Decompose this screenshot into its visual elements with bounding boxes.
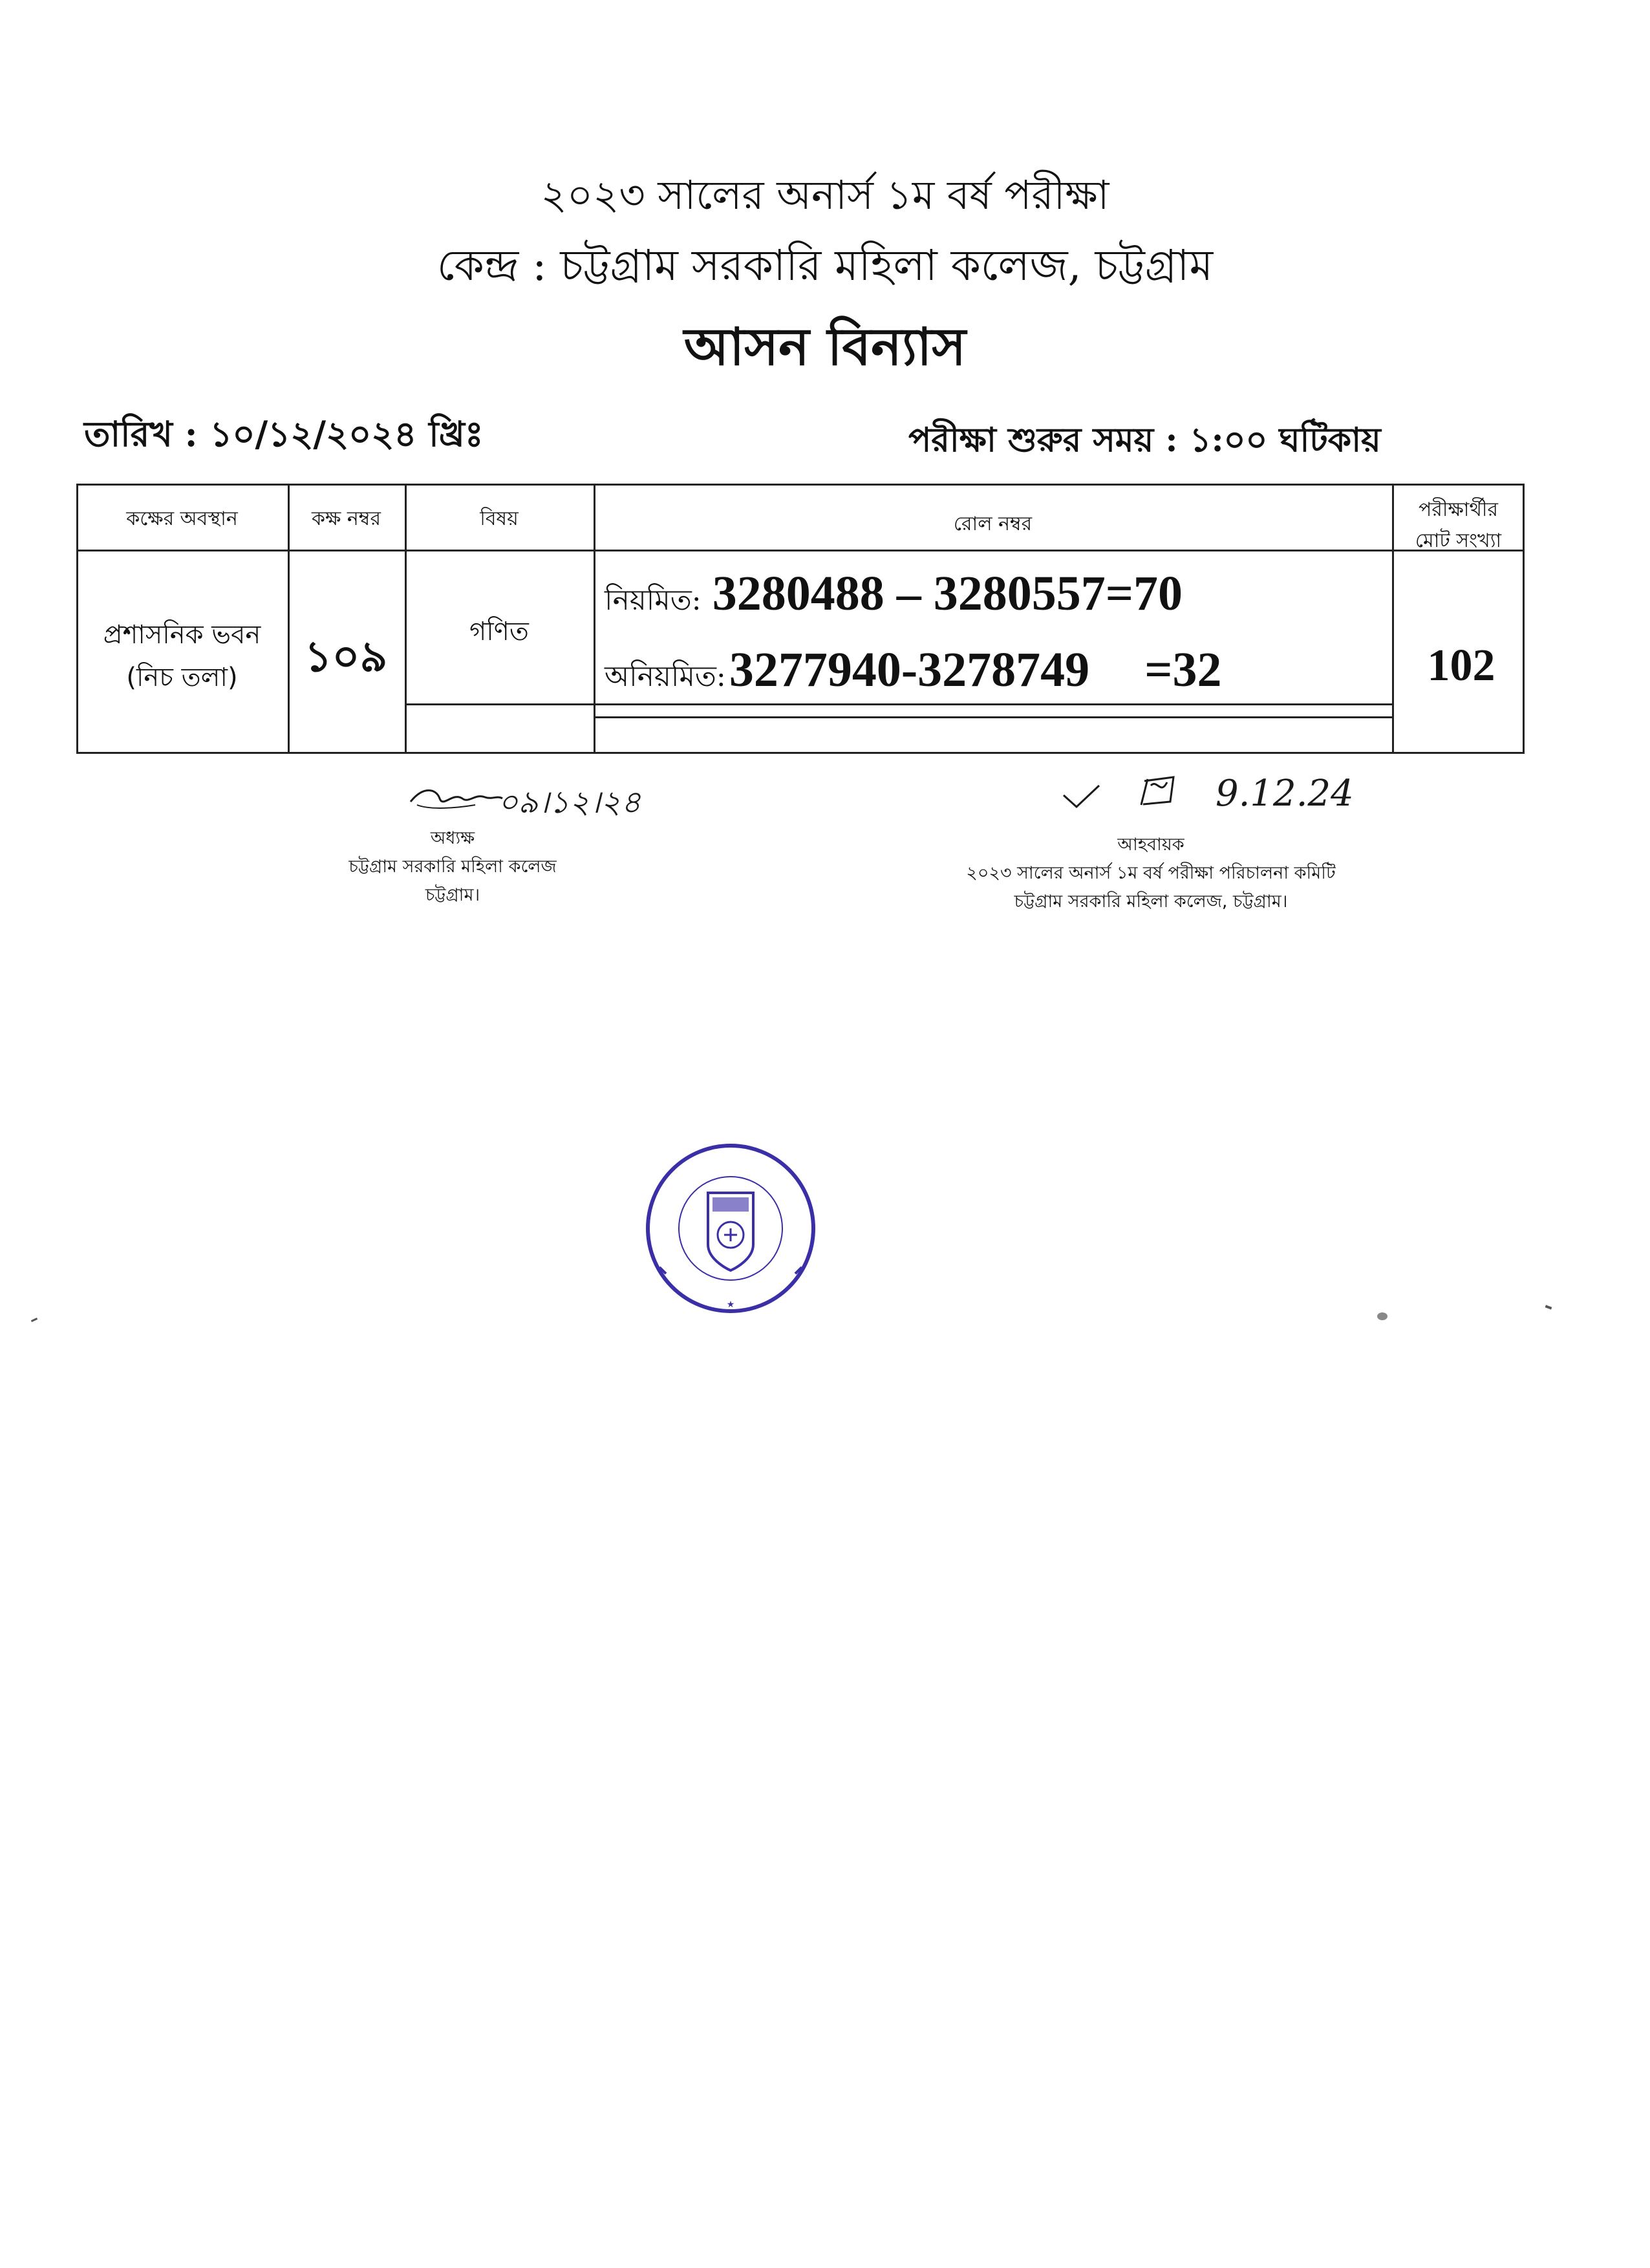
college-seal-stamp bbox=[640, 1138, 821, 1319]
row-divider bbox=[594, 716, 1392, 718]
document-title: আসন বিন্যাস bbox=[683, 316, 967, 377]
table-header-divider bbox=[76, 550, 1525, 551]
irregular-range: 3277940-3278749 bbox=[729, 643, 1090, 697]
regular-roll-line bbox=[605, 566, 1183, 626]
header-total-line2: মোট সংখ্যা bbox=[1415, 530, 1502, 552]
scan-speck bbox=[1545, 1305, 1552, 1309]
principal-city: চট্টগ্রাম। bbox=[425, 885, 480, 905]
room-number: ১০৯ bbox=[304, 631, 388, 681]
convener-committee: ২০২৩ সালের অনার্স ১ম বর্ষ পরীক্ষা পরিচালনা কমিটি bbox=[966, 863, 1336, 883]
scan-speck bbox=[31, 1318, 38, 1322]
principal-signature-scribble bbox=[404, 779, 508, 818]
exam-date: তারিখ : ১০/১২/২০২৪ খ্রিঃ bbox=[84, 413, 484, 455]
irregular-roll-line bbox=[605, 642, 1222, 702]
location-line2: (নিচ তলা) bbox=[126, 663, 238, 692]
total-candidates: 102 bbox=[1427, 641, 1495, 690]
svg-text:★: ★ bbox=[726, 1300, 735, 1310]
location-line1: প্রশাসনিক ভবন bbox=[103, 620, 261, 650]
row-divider bbox=[405, 703, 1392, 705]
principal-org: চট্টগ্রাম সরকারি মহিলা কলেজ bbox=[348, 857, 557, 877]
convener-title: আহবায়ক bbox=[1117, 835, 1184, 855]
header-roll-no: রোল নম্বর bbox=[953, 513, 1033, 535]
header-total-line1: পরীক্ষার্থীর bbox=[1419, 498, 1498, 521]
header-room-no: কক্ষ নম্বর bbox=[312, 508, 381, 530]
scan-speck bbox=[1377, 1312, 1388, 1320]
irregular-count: =32 bbox=[1144, 643, 1222, 697]
principal-designation bbox=[284, 824, 621, 910]
exam-center: কেন্দ্র : চট্টগ্রাম সরকারি মহিলা কলেজ, চট্টগ্রাম bbox=[436, 241, 1214, 290]
regular-label: নিয়মিত: bbox=[605, 584, 702, 617]
exam-start-time: পরীক্ষা শুরুর সময় : ১:০০ ঘটিকায় bbox=[908, 420, 1381, 460]
convener-org: চট্টগ্রাম সরকারি মহিলা কলেজ, চট্টগ্রাম। bbox=[1014, 892, 1288, 912]
convener-designation bbox=[860, 831, 1442, 916]
header-subject: বিষয় bbox=[480, 508, 519, 530]
irregular-label: অনিয়মিত: bbox=[605, 660, 726, 693]
principal-title: অধ্যক্ষ bbox=[430, 828, 475, 848]
convener-signed-date: 9.12.24 bbox=[1216, 773, 1354, 815]
subject-name: গণিত bbox=[469, 617, 529, 647]
convener-signature-scribble bbox=[1060, 763, 1203, 821]
regular-range: 3280488 – 3280557=70 bbox=[712, 566, 1183, 621]
exam-title: ২০২৩ সালের অনার্স ১ম বর্ষ পরীক্ষা bbox=[541, 171, 1109, 219]
principal-signed-date: ০৯।১২।২৪ bbox=[498, 784, 641, 820]
header-location: কক্ষের অবস্থান bbox=[126, 508, 238, 530]
